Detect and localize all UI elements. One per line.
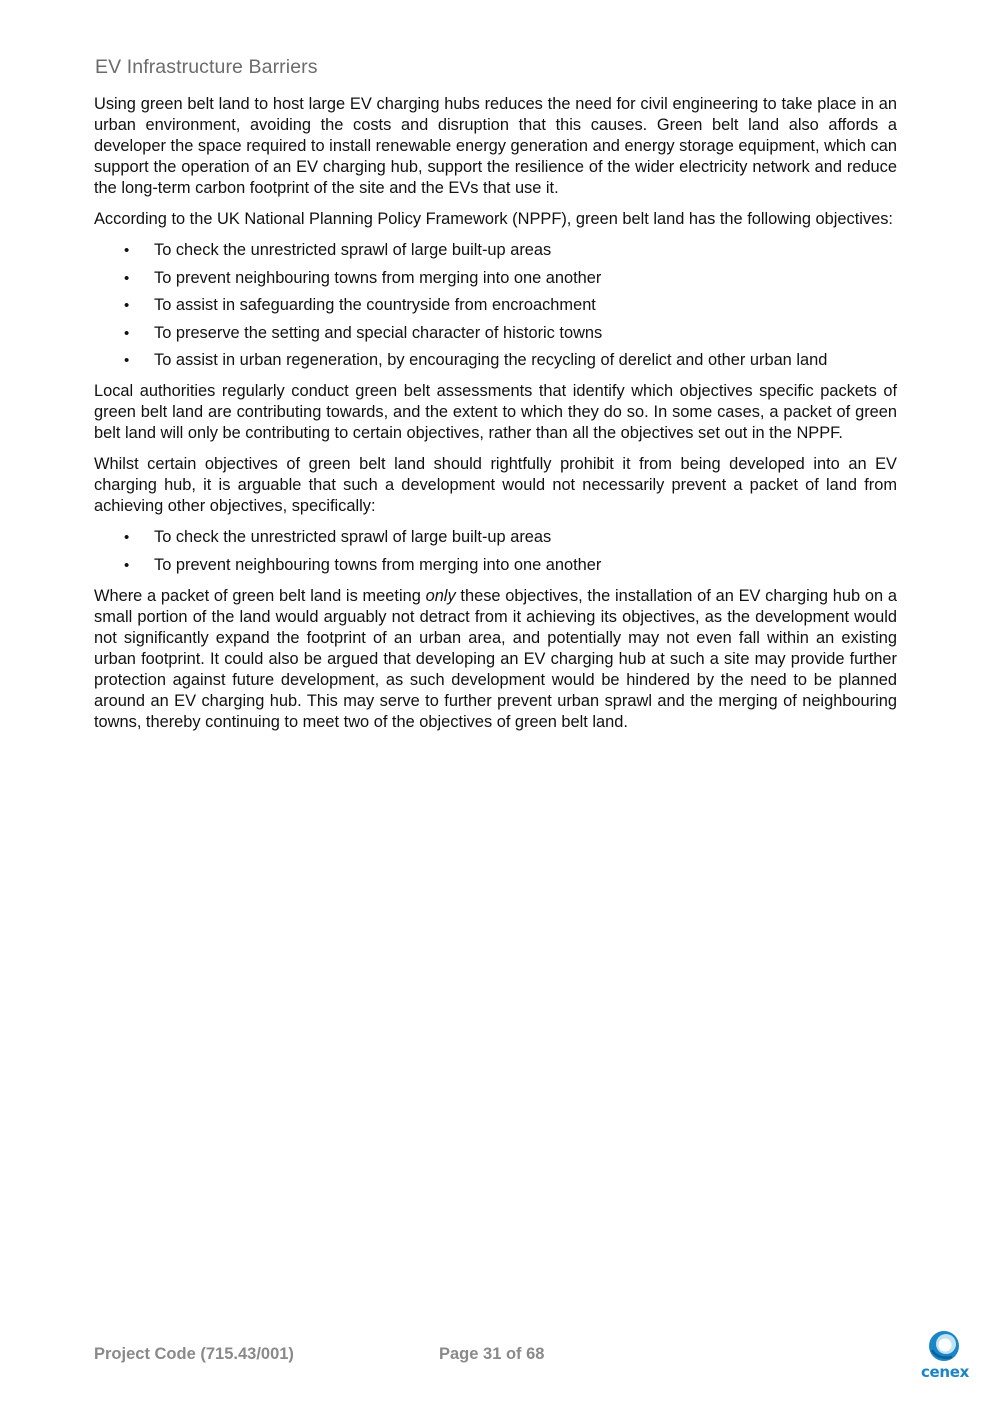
section-title: EV Infrastructure Barriers: [95, 56, 318, 78]
footer-project-code: Project Code (715.43/001): [94, 1345, 294, 1363]
paragraph-objectives-argument: Whilst certain objectives of green belt land should rightfully prohibit it from being developed into an EV charging hub, it is arguable that such a development would not necessarily prevent a packet of land from achieving other objectives, specifically:: [94, 455, 897, 515]
paragraph-green-belt-assessments: Local authorities regularly conduct green belt assessments that identify which objectives specific packets of green belt land are contributing towards, and the extent to which they do so. In some cases, a packet of green belt land will only be contributing to certain objectives, rather than all the objectives set out in the NPPF.: [94, 382, 897, 442]
document-body: [94, 94, 897, 743]
paragraph-green-belt-benefits: Using green belt land to host large EV charging hubs reduces the need for civil engineering to take place in an urban environment, avoiding the costs and disruption that this causes. Green belt land also affords a developer the space required to install renewable energy generation and energy storage equipment, which can support the operation of an EV charging hub, support the resilience of the wider electricity network and reduce the long-term carbon footprint of the site and the EVs that use it.: [94, 95, 897, 197]
swirl-logo-icon: [928, 1330, 960, 1362]
list-item: • To prevent neighbouring towns from merging into one another: [124, 268, 602, 287]
paragraph-nppf-intro: According to the UK National Planning Policy Framework (NPPF), green belt land has the following objectives:: [94, 210, 893, 228]
bullet-icon: •: [124, 556, 130, 574]
bullet-icon: •: [124, 242, 130, 259]
paragraph-conclusion: Where a packet of green belt land is meeting only these objectives, the installation of an EV charging hub on a small portion of the land would arguably not detract from it achieving its objectives, as the development would not significantly expand the footprint of an urban area, and potentially may not even fall within an existing urban footprint. It could also be argued that developing an EV charging hub at such a site may provide further protection against future development, as such development would be hindered by the need to be planned around an EV charging hub. This may serve to further prevent urban sprawl and the merging of neighbouring towns, thereby continuing to meet two of the objectives of green belt land.: [94, 586, 897, 731]
logo-wordmark: cenex: [920, 1363, 970, 1381]
emphasis-only: only: [425, 586, 456, 605]
nppf-objectives-list: [94, 240, 897, 371]
list-item: • To assist in safeguarding the countryside from encroachment: [124, 296, 596, 314]
list-item: • To assist in urban regeneration, by encouraging the recycling of derelict and other urban land: [124, 351, 828, 369]
list-item: • To prevent neighbouring towns from merging into one another: [124, 555, 602, 574]
bullet-icon: •: [124, 324, 130, 342]
list-item: • To check the unrestricted sprawl of large built-up areas: [124, 241, 552, 259]
specific-objectives-list: [94, 527, 897, 576]
bullet-icon: •: [124, 269, 130, 287]
list-item: • To preserve the setting and special character of historic towns: [124, 323, 603, 342]
list-item: • To check the unrestricted sprawl of large built-up areas: [124, 528, 552, 546]
bullet-icon: •: [124, 297, 130, 314]
bullet-icon: •: [124, 352, 130, 369]
bullet-icon: •: [124, 529, 130, 546]
cenex-logo: [914, 1330, 974, 1382]
footer-page-number: Page 31 of 68: [439, 1345, 545, 1363]
